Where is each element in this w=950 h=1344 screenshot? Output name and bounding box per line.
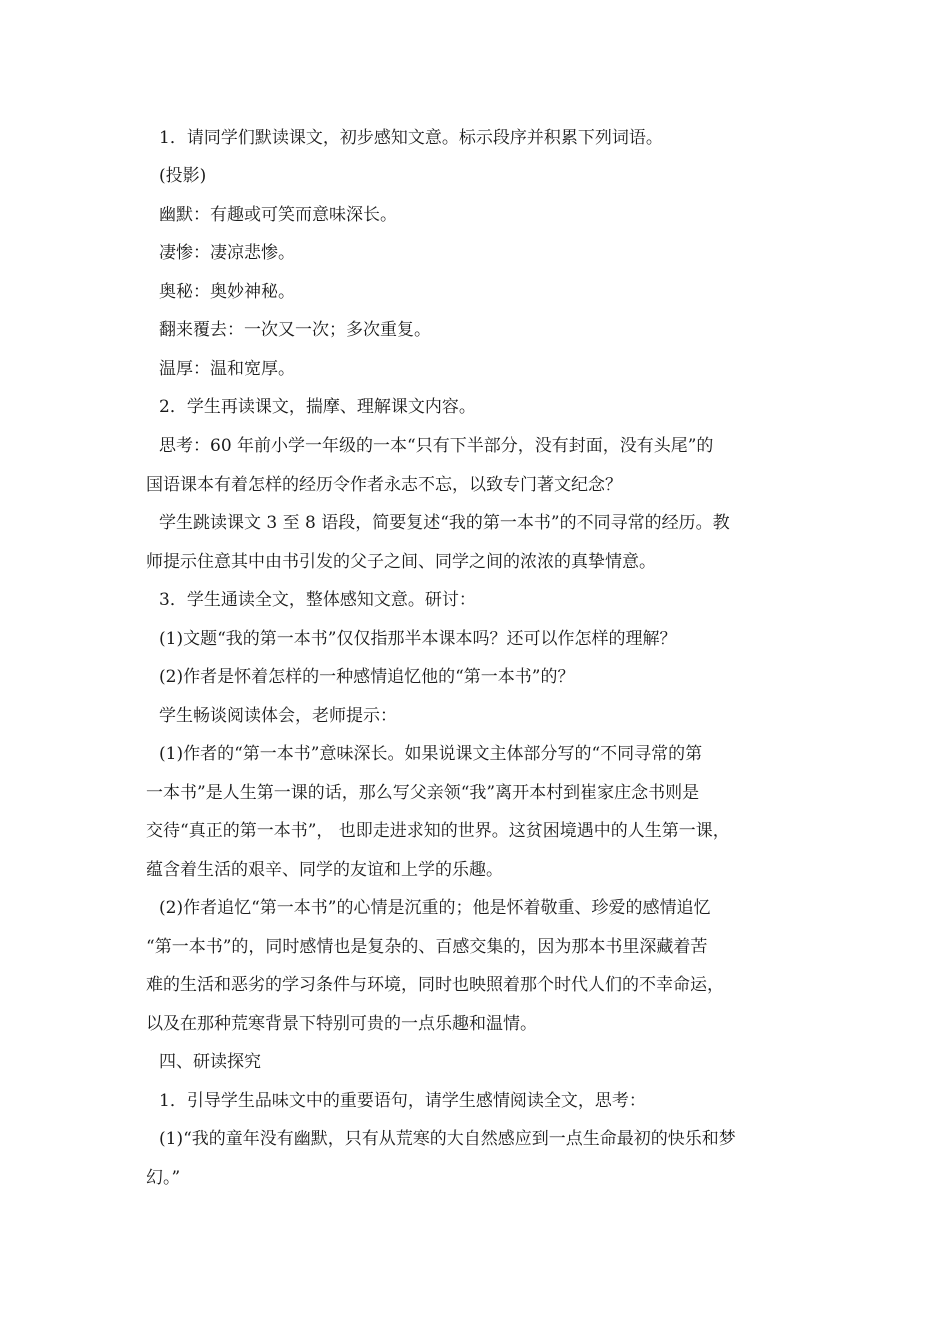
text-line: (投影) (159, 166, 207, 186)
vocab-qican (146, 234, 826, 273)
text-line: 1．引导学生品味文中的重要语句，请学生感情阅读全文，思考： (159, 1091, 646, 1111)
question-2 (146, 658, 826, 697)
paragraph-step-3 (146, 581, 826, 620)
text-line: 交待“真正的第一本书”， 也即走进求知的世界。这贫困境遇中的人生第一课， (146, 821, 730, 841)
paragraph-teacher-hint (146, 697, 826, 736)
paragraph-projection (146, 157, 826, 196)
text-line: 凄惨：凄凉悲惨。 (159, 243, 295, 263)
paragraph-step-1 (146, 119, 826, 158)
text-line: (1)文题“我的第一本书”仅仅指那半本课本吗？还可以作怎样的理解？ (159, 629, 677, 649)
quote-1 (146, 1120, 826, 1197)
text-line: (1)作者的“第一本书”意味深长。如果说课文主体部分写的“不同寻常的第 (159, 744, 703, 764)
answer-2 (146, 889, 826, 1043)
text-line: 学生跳读课文 3 至 8 语段，简要复述“我的第一本书”的不同寻常的经历。教 (159, 513, 730, 533)
text-line: “第一本书”的，同时感情也是复杂的、百感交集的，因为那本书里深藏着苦 (146, 936, 708, 957)
text-line: 1．请同学们默读课文，初步感知文意。标示段序并积累下列词语。 (159, 128, 663, 148)
text-line: 2．学生再读课文，揣摩、理解课文内容。 (159, 397, 476, 417)
text-line: 奥秘：奥妙神秘。 (159, 282, 295, 302)
text-line: 思考：60 年前小学一年级的一本“只有下半部分，没有封面，没有头尾”的 (159, 436, 714, 456)
paragraph-step-2 (146, 388, 826, 427)
text-line: 3．学生通读全文，整体感知文意。研讨： (159, 590, 476, 610)
question-1 (146, 620, 826, 659)
text-line: 师提示住意其中由书引发的父子之间、同学之间的浓浓的真挚情意。 (146, 551, 656, 572)
section-heading-4 (146, 1043, 826, 1082)
vocab-fanlaifuqu (146, 311, 826, 350)
text-line: (2)作者追忆“第一本书”的心情是沉重的；他是怀着敬重、珍爱的感情追忆 (159, 898, 711, 918)
text-line: 学生畅谈阅读体会，老师提示： (159, 706, 397, 726)
text-line: 翻来覆去：一次又一次；多次重复。 (159, 320, 431, 340)
text-line: 以及在那种荒寒背景下特别可贵的一点乐趣和温情。 (146, 1013, 537, 1034)
paragraph-thinking (146, 427, 826, 504)
answer-1 (146, 735, 826, 889)
paragraph-step-4-1 (146, 1082, 826, 1121)
paragraph-skim-reading (146, 504, 826, 581)
text-line: 国语课本有着怎样的经历令作者永志不忘，以致专门著文纪念？ (146, 474, 622, 495)
vocab-aomi (146, 273, 826, 312)
vocab-youmo (146, 196, 826, 235)
text-line: 蕴含着生活的艰辛、同学的友谊和上学的乐趣。 (146, 859, 503, 880)
text-line: 温厚：温和宽厚。 (159, 359, 295, 379)
vocab-wenhou (146, 350, 826, 389)
text-line: (1)“我的童年没有幽默，只有从荒寒的大自然感应到一点生命最初的快乐和梦 (159, 1129, 736, 1149)
text-line: 难的生活和恶劣的学习条件与环境，同时也映照着那个时代人们的不幸命运， (146, 975, 724, 995)
text-line: 一本书”是人生第一课的话，那么写父亲领“我”离开本村到崔家庄念书则是 (146, 782, 700, 803)
text-line: 幽默：有趣或可笑而意味深长。 (159, 205, 397, 225)
text-line: 四、研读探究 (159, 1052, 261, 1072)
text-line: (2)作者是怀着怎样的一种感情追忆他的“第一本书”的？ (159, 667, 575, 687)
text-line: 幻。” (146, 1167, 181, 1188)
